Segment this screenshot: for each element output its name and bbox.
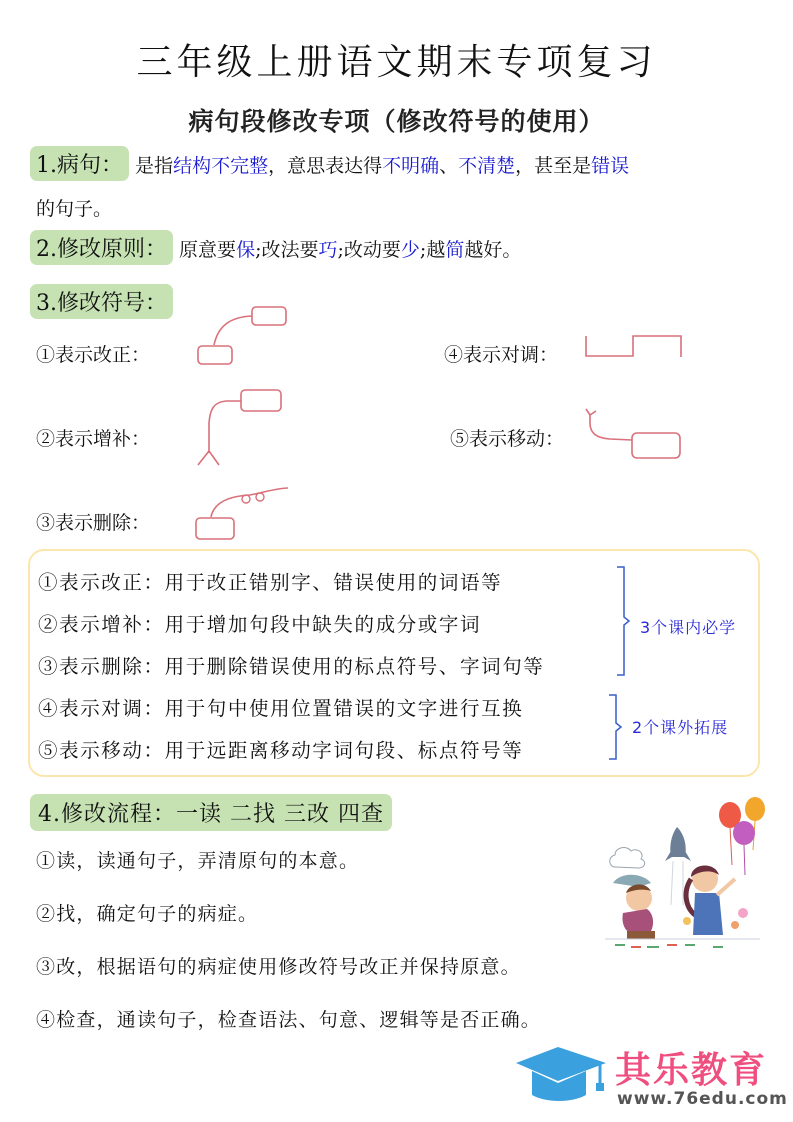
row-desc: 用于改正错别字、错误使用的词语等 [164,571,503,594]
section-label-definition: 1.病句： [30,146,129,181]
row-name: ③表示删除： [38,655,165,678]
row-desc: 用于句中使用位置错误的文字进行互换 [164,697,524,720]
group-bracket-icon [606,693,626,761]
text-segment: 巧 [318,239,338,261]
section-label-process: 4.修改流程：一读 二找 三改 四查 [30,794,392,831]
section-principles [30,230,521,265]
text-segment: 结构不完整 [173,155,269,177]
process-step: ③改，根据语句的病症使用修改符号改正并保持原意。 [36,956,521,978]
row-desc: 用于增加句段中缺失的成分或字词 [164,613,482,636]
page-subtitle: 病句段修改专项（修改符号的使用） [188,107,605,136]
row-desc: 用于删除错误使用的标点符号、字词句等 [164,655,545,678]
symbol-label-swap: ④表示对调： [444,344,559,366]
text-segment: ;改法要 [255,239,319,261]
group-label-core: 3个课内必学 [640,618,737,637]
text-segment: ;越 [419,239,446,261]
process-step: ②找，确定句子的病症。 [36,903,259,925]
move-mark-icon [580,405,690,465]
text-segment: 不清楚 [458,155,516,177]
correction-mark-icon [190,300,300,370]
text-segment: 越好。 [464,239,522,261]
row-name: ⑤表示移动： [38,739,165,762]
transposition-mark-icon [580,330,690,370]
symbol-label-delete: ③表示删除： [36,512,151,534]
process-step: ①读，读通句子，弄清原句的本意。 [36,850,360,872]
deletion-mark-icon [190,482,300,547]
principles-text [179,239,521,261]
section-definition [30,146,629,181]
row-desc: 用于远距离移动字词句段、标点符号等 [164,739,524,762]
text-segment: 保 [236,239,256,261]
panel-row [38,651,544,679]
group-label-extended: 2个课外拓展 [632,718,729,737]
brand-url: www.76edu.com [617,1089,788,1109]
definition-continuation: 的句子。 [36,198,113,220]
text-segment: 错误 [591,155,630,177]
row-name: ①表示改正： [38,571,165,594]
text-segment: ，甚至是 [515,155,592,177]
text-segment: 原意要 [179,239,237,261]
brand-name: 其乐教育 [615,1050,768,1091]
symbol-label-correct: ①表示改正： [36,344,151,366]
section-process-heading [30,794,392,831]
group-bracket-icon [614,565,634,677]
text-segment: 、 [439,155,459,177]
section-label-principles: 2.修改原则： [30,230,173,265]
text-segment: ;改动要 [337,239,401,261]
text-segment: 少 [400,239,420,261]
symbol-label-move: ⑤表示移动： [450,428,565,450]
panel-row [38,609,481,637]
panel-row [38,693,523,721]
text-segment: 简 [445,239,465,261]
row-name: ②表示增补： [38,613,165,636]
symbol-label-insert: ②表示增补： [36,428,151,450]
row-name: ④表示对调： [38,697,165,720]
definition-text [135,155,629,177]
text-segment: 是指 [135,155,174,177]
section-label-symbols: 3.修改符号： [30,284,173,319]
section-symbols-heading [30,284,173,319]
panel-row [38,567,502,595]
insertion-mark-icon [190,385,300,470]
text-segment: 不明确 [382,155,440,177]
page-title: 三年级上册语文期末专项复习 [136,42,657,83]
symbols-summary-panel [28,549,760,777]
graduation-cap-icon [512,1043,608,1105]
process-step: ④检查，通读句子，检查语法、句意、逻辑等是否正确。 [36,1009,542,1031]
panel-row [38,735,523,763]
text-segment: ，意思表达得 [268,155,383,177]
children-drawing-illustration [595,795,775,950]
